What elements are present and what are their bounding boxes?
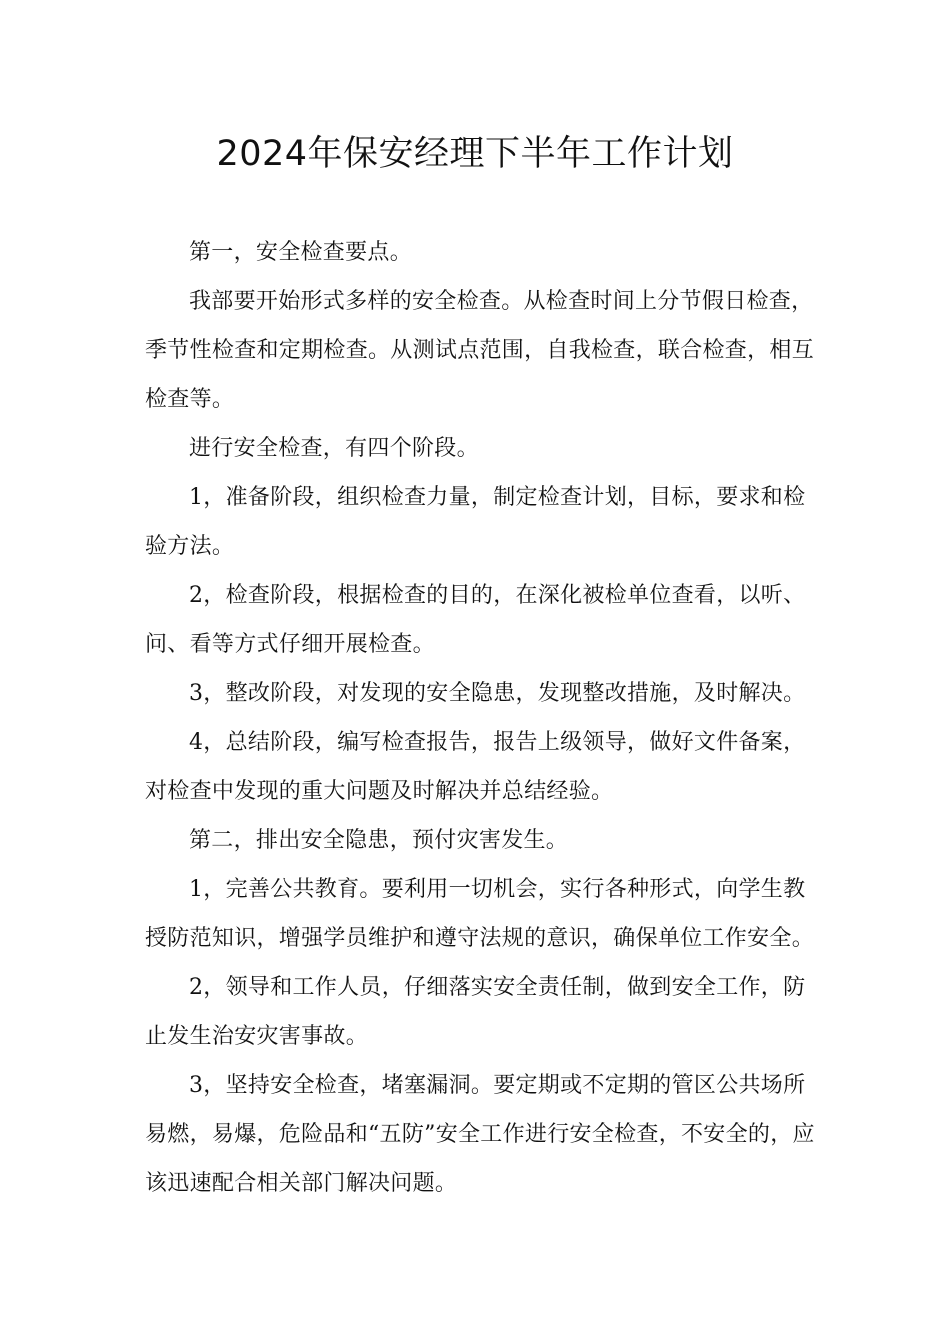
document-title: 2024年保安经理下半年工作计划 (216, 134, 734, 174)
document-body (145, 228, 825, 1208)
paragraph: 1，准备阶段，组织检查力量，制定检查计划，目标，要求和检验方法。 (145, 485, 806, 559)
paragraph: 3，坚持安全检查，堵塞漏洞。要定期或不定期的管区公共场所易燃，易爆，危险品和“五防”安全工作进行安全检查，不安全的，应该迅速配合相关部门解决问题。 (145, 1073, 815, 1196)
paragraph: 我部要开始形式多样的安全检查。从检查时间上分节假日检查，季节性检查和定期检查。从测试点范围，自我检查，联合检查，相互检查等。 (145, 289, 815, 412)
paragraph: 1，完善公共教育。要利用一切机会，实行各种形式，向学生教授防范知识，增强学员维护和遵守法规的意识，确保单位工作安全。 (145, 877, 815, 951)
paragraph-section-1-heading: 第一，安全检查要点。 (189, 240, 413, 265)
paragraph-section-2-heading: 第二，排出安全隐患，预付灾害发生。 (189, 828, 569, 853)
paragraph: 4，总结阶段，编写检查报告，报告上级领导，做好文件备案，对检查中发现的重大问题及时解决并总结经验。 (145, 730, 806, 804)
paragraph: 2，检查阶段，根据检查的目的，在深化被检单位查看，以听、问、看等方式仔细开展检查。 (145, 583, 806, 657)
paragraph: 进行安全检查，有四个阶段。 (189, 436, 479, 461)
paragraph: 2，领导和工作人员，仔细落实安全责任制，做到安全工作，防止发生治安灾害事故。 (145, 975, 806, 1049)
paragraph: 3，整改阶段，对发现的安全隐患，发现整改措施，及时解决。 (189, 681, 806, 706)
